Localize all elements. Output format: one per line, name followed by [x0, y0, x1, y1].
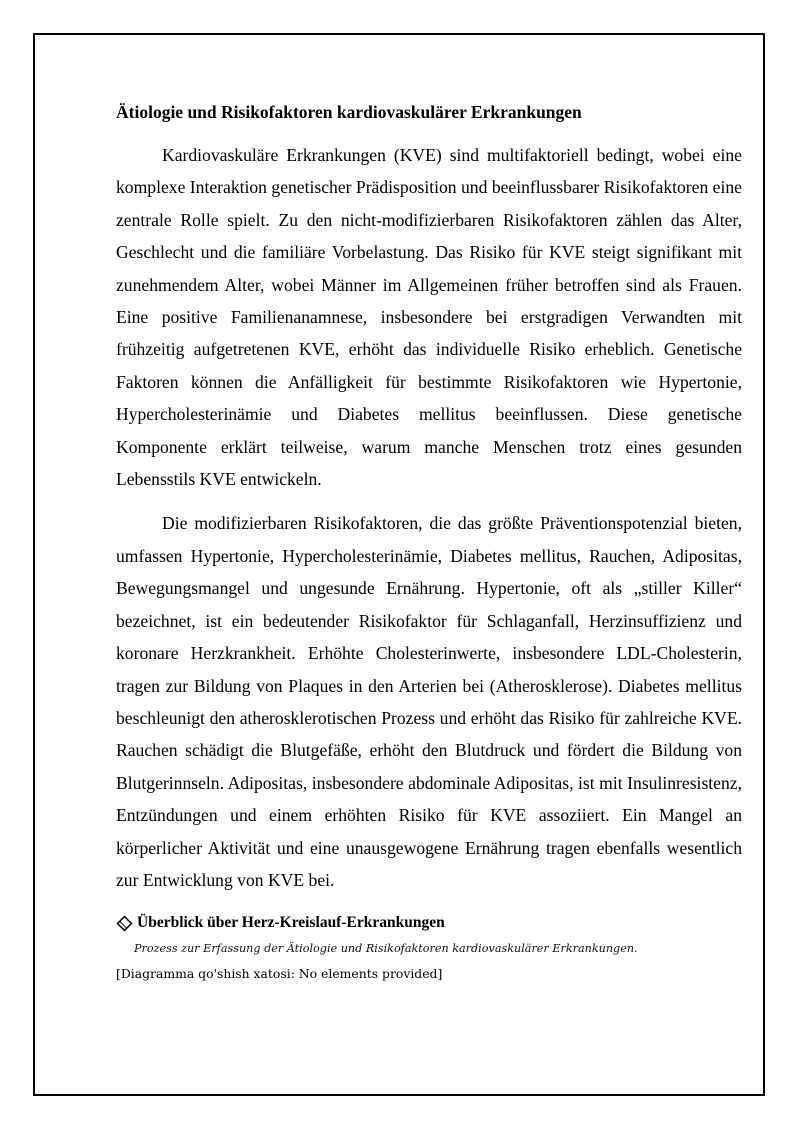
- diagram-heading: [116, 912, 742, 934]
- paragraph-2: Die modifizierbaren Risikofaktoren, die das größte Präventionspotenzial bieten, umfassen Hypertonie, Hypercholesterinämie, Diabetes mellitus, Rauchen, Adipositas, Bewegungsmangel und ungesunde Ernährung. Hypertonie, oft als „stiller Killer“ bezeichnet, ist ein bedeutender Risikofaktor für Schlaganfall, Herzinsuffizienz und koronare Herzkrankheit. Erhöhte Cholesterinwerte, insbesondere LDL-Cholesterin, tragen zur Bildung von Plaques in den Arterien bei (Atherosklerose). Diabetes mellitus beschleunigt den atherosklerotischen Prozess und erhöht das Risiko für zahlreiche KVE. Rauchen schädigt die Blutgefäße, erhöht den Blutdruck und fördert die Bildung von Blutgerinnseln. Adipositas, insbesondere abdominale Adipositas, ist mit Insulinresistenz, Entzündungen und einem erhöhten Risiko für KVE assoziiert. Ein Mangel an körperlicher Aktivität und eine unausgewogene Ernährung tragen ebenfalls wesentlich zur Entwicklung von KVE bei.: [116, 513, 742, 890]
- diagram-error-message: [Diagramma qo'shish xatosi: No elements provided]: [116, 966, 443, 982]
- paragraph-1: Kardiovaskuläre Erkrankungen (KVE) sind multifaktoriell bedingt, wobei eine komplexe Interaktion genetischer Prädisposition und beeinflussbarer Risikofaktoren eine zentrale Rolle spielt. Zu den nicht-modifizierbaren Risikofaktoren zählen das Alter, Geschlecht und die familiäre Vorbelastung. Das Risiko für KVE steigt signifikant mit zunehmendem Alter, wobei Männer im Allgemeinen früher betroffen sind als Frauen. Eine positive Familienanamnese, insbesondere bei erstgradigen Verwandten mit frühzeitig aufgetretenen KVE, erhöht das individuelle Risiko erheblich. Genetische Faktoren können die Anfälligkeit für bestimmte Risikofaktoren wie Hypertonie, Hypercholesterinämie und Diabetes mellitus beeinflussen. Diese genetische Komponente erklärt teilweise, warum manche Menschen trotz eines gesunden Lebensstils KVE entwickeln.: [116, 145, 742, 490]
- diagram-heading-text: Überblick über Herz-Kreislauf-Erkrankungen: [137, 914, 445, 932]
- section-title: Ätiologie und Risikofaktoren kardiovaskulärer Erkrankungen: [116, 102, 582, 122]
- page-content: [116, 99, 742, 984]
- diamond-outline-icon: [116, 915, 133, 932]
- diagram-caption: Prozess zur Erfassung der Ätiologie und Risikofaktoren kardiovaskulärer Erkrankungen.: [134, 942, 638, 956]
